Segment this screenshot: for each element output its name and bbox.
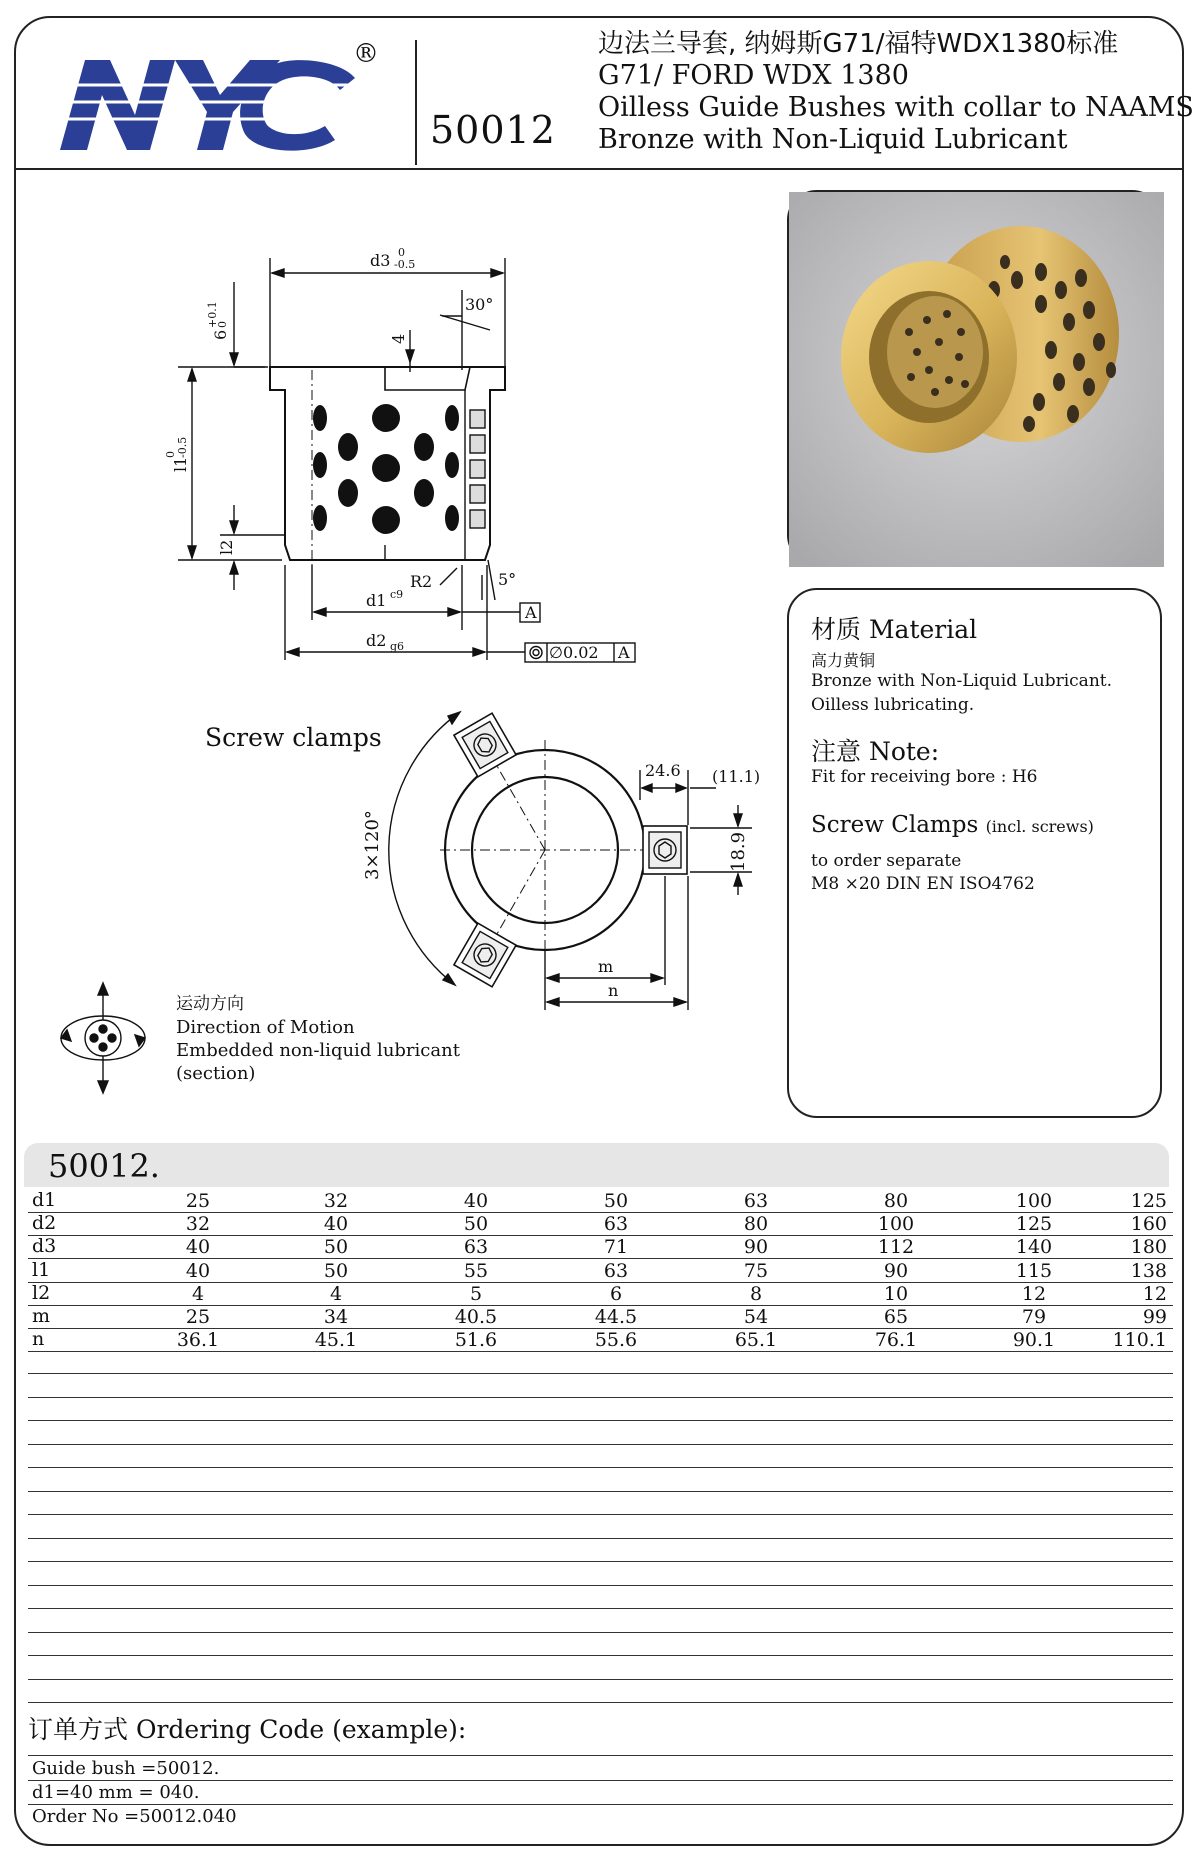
table-cell: 115 (1015, 1259, 1053, 1282)
order-line-3: Order No =50012.040 (32, 1806, 237, 1827)
table-row (28, 1213, 1173, 1236)
table-cell: 63 (743, 1190, 769, 1212)
dim-m: m (598, 957, 614, 976)
table-cell: 180 (1130, 1236, 1167, 1259)
table-cell: 54 (743, 1306, 769, 1328)
table-cell: 110.1 (1112, 1329, 1167, 1352)
table-cell: 80 (743, 1213, 769, 1236)
table-cell: 55.6 (594, 1329, 638, 1352)
table-cell: 80 (883, 1190, 909, 1212)
table-cell: 40 (185, 1236, 211, 1259)
blank-rule (28, 1538, 1173, 1539)
table-cell: 45.1 (314, 1329, 358, 1352)
blank-rule (28, 1702, 1173, 1703)
table-cell: 10 (883, 1282, 909, 1305)
blank-rule (28, 1420, 1173, 1421)
blank-rule (28, 1444, 1173, 1445)
row-label: n (32, 1328, 45, 1351)
table-cell: 44.5 (594, 1306, 638, 1328)
legend-line-3: (section) (176, 1063, 256, 1084)
table-cell: 63 (603, 1259, 629, 1282)
clamps-heading-main: Screw Clamps (811, 812, 979, 838)
title-en-1: Oilless Guide Bushes with collar to NAAMS (598, 92, 1194, 123)
blank-rule (28, 1608, 1173, 1609)
table-cell: 36.1 (176, 1329, 220, 1352)
table-cell: 99 (1142, 1306, 1167, 1328)
table-cell: 6 (609, 1282, 623, 1305)
row-label: l2 (32, 1281, 51, 1304)
dim-l1: l1 (171, 456, 190, 472)
table-cell: 55 (463, 1259, 489, 1282)
row-label: l1 (32, 1258, 51, 1281)
clamps-line-2: M8 ×20 DIN EN ISO4762 (811, 874, 1035, 894)
table-title: 50012. (48, 1147, 160, 1185)
dim-3x120: 3×120° (362, 810, 383, 880)
product-photo (787, 190, 1162, 565)
table-cell: 4 (329, 1282, 343, 1305)
dim-l2: l2 (217, 539, 236, 555)
dim-d2: d2 (366, 631, 387, 650)
table-cell: 34 (323, 1306, 349, 1328)
datum-a-ref: A (618, 643, 630, 662)
table-row (28, 1260, 1173, 1283)
row-label: d2 (32, 1212, 57, 1235)
order-rule-1 (28, 1755, 1173, 1756)
title-en-2: Bronze with Non-Liquid Lubricant (598, 124, 1068, 155)
title-standard: G71/ FORD WDX 1380 (598, 60, 909, 91)
dim-6: 6 (211, 329, 230, 340)
blank-rule (28, 1561, 1173, 1562)
table-cell: 50 (323, 1259, 349, 1282)
info-box (787, 588, 1162, 1118)
dim-d3-tol-low: -0.5 (394, 258, 416, 271)
motion-direction-icon (61, 983, 145, 1093)
table-row (28, 1306, 1173, 1329)
table-cell: 25 (185, 1190, 211, 1212)
table-cell: 8 (749, 1282, 763, 1305)
table-cell: 50 (463, 1213, 489, 1236)
material-heading: 材质 Material (811, 615, 978, 644)
dim-n: n (608, 981, 619, 1000)
note-heading: 注意 Note: (811, 737, 940, 766)
blank-rule (28, 1585, 1173, 1586)
blank-rule (28, 1373, 1173, 1374)
datum-a: A (525, 603, 537, 622)
dim-6-tol-low: 0 (216, 321, 229, 328)
table-cell: 65.1 (734, 1329, 778, 1352)
material-line-1: Bronze with Non-Liquid Lubricant. (811, 671, 1113, 691)
table-row (28, 1329, 1173, 1352)
clamps-heading-small: (incl. screws) (985, 817, 1094, 836)
table-cell: 32 (185, 1213, 211, 1236)
dim-r2: R2 (410, 572, 433, 591)
table-cell: 50 (323, 1236, 349, 1259)
table-cell: 40.5 (454, 1306, 498, 1328)
bushing-image (789, 192, 1164, 567)
table-cell: 112 (877, 1236, 915, 1259)
blank-rule (28, 1679, 1173, 1680)
table-cell: 75 (743, 1259, 769, 1282)
table-cell: 63 (463, 1236, 489, 1259)
blank-rule (28, 1467, 1173, 1468)
table-cell: 40 (185, 1259, 211, 1282)
table-cell: 50 (603, 1190, 629, 1212)
table-cell: 76.1 (874, 1329, 918, 1352)
table-cell: 12 (1142, 1282, 1167, 1305)
dim-5deg: 5° (498, 570, 517, 589)
order-line-2: d1=40 mm = 040. (32, 1782, 200, 1803)
dim-18-9: 18.9 (728, 831, 749, 872)
blank-rule (28, 1655, 1173, 1656)
dim-d1: d1 (366, 591, 387, 610)
dim-d1-fit: c9 (390, 588, 404, 601)
legend-zh: 运动方向 (176, 994, 244, 1014)
dim-6-tol-up: +0.1 (206, 301, 219, 328)
table-cell: 90 (883, 1259, 909, 1282)
table-row (28, 1236, 1173, 1259)
row-label: d1 (32, 1189, 57, 1211)
table-cell: 90 (743, 1236, 769, 1259)
table-cell: 4 (191, 1282, 205, 1305)
table-cell: 160 (1130, 1213, 1167, 1236)
dim-l1-tol-up: 0 (164, 451, 177, 458)
row-label: d3 (32, 1235, 57, 1258)
table-row (28, 1283, 1173, 1306)
dim-24-6: 24.6 (645, 761, 681, 780)
legend-line-2: Embedded non-liquid lubricant (176, 1040, 460, 1061)
blank-rule (28, 1397, 1173, 1398)
table-cell: 40 (323, 1213, 349, 1236)
table-cell: 100 (1015, 1190, 1053, 1212)
motion-legend (176, 993, 460, 1085)
table-cell: 100 (877, 1213, 915, 1236)
concentricity-tolerance: ∅0.02 (549, 643, 599, 662)
dim-d3-tol-up: 0 (398, 246, 405, 259)
clamps-heading (811, 812, 1094, 838)
blank-rule (28, 1514, 1173, 1515)
table-cell: 51.6 (454, 1329, 498, 1352)
material-line-2: Oilless lubricating. (811, 695, 975, 715)
dim-11-1: (11.1) (712, 767, 761, 786)
legend-line-1: Direction of Motion (176, 1017, 355, 1038)
table-cell: 90.1 (1012, 1329, 1056, 1352)
product-code: 50012 (430, 108, 556, 152)
row-label: m (32, 1305, 51, 1327)
table-cell: 65 (883, 1306, 909, 1328)
table-cell: 138 (1130, 1259, 1167, 1282)
material-zh: 高力黄铜 (811, 651, 876, 670)
title-zh: 边法兰导套, 纳姆斯G71/福特WDX1380标准 (598, 29, 1119, 59)
clamps-line-1: to order separate (811, 851, 962, 871)
order-line-1: Guide bush =50012. (32, 1758, 220, 1779)
order-rule-3 (28, 1804, 1173, 1805)
note-line-1: Fit for receiving bore : H6 (811, 767, 1038, 787)
table-header (24, 1143, 1169, 1187)
table-cell: 25 (185, 1306, 211, 1328)
table-cell: 125 (1130, 1190, 1167, 1212)
order-rule-2 (28, 1780, 1173, 1781)
dim-30deg: 30° (465, 295, 494, 314)
table-cell: 32 (323, 1190, 349, 1212)
table-cell: 71 (603, 1236, 629, 1259)
registered-mark: ® (353, 39, 379, 69)
table-cell: 5 (469, 1282, 483, 1305)
table-cell: 79 (1021, 1306, 1047, 1328)
dim-d3: d3 (370, 251, 391, 270)
screw-clamps-label: Screw clamps (205, 723, 382, 752)
table-cell: 125 (1015, 1213, 1053, 1236)
ordering-heading: 订单方式 Ordering Code (example): (28, 1715, 467, 1744)
table-cell: 140 (1015, 1236, 1053, 1259)
blank-rule (28, 1491, 1173, 1492)
table-cell: 40 (463, 1190, 489, 1212)
dim-l1-tol-low: -0.5 (176, 436, 189, 458)
dim-4: 4 (389, 333, 408, 344)
blank-rule (28, 1632, 1173, 1633)
table-cell: 12 (1021, 1282, 1047, 1305)
dim-d2-fit: g6 (390, 640, 405, 653)
table-cell: 63 (603, 1213, 629, 1236)
technical-drawing (0, 0, 780, 1120)
table-row (28, 1190, 1173, 1213)
